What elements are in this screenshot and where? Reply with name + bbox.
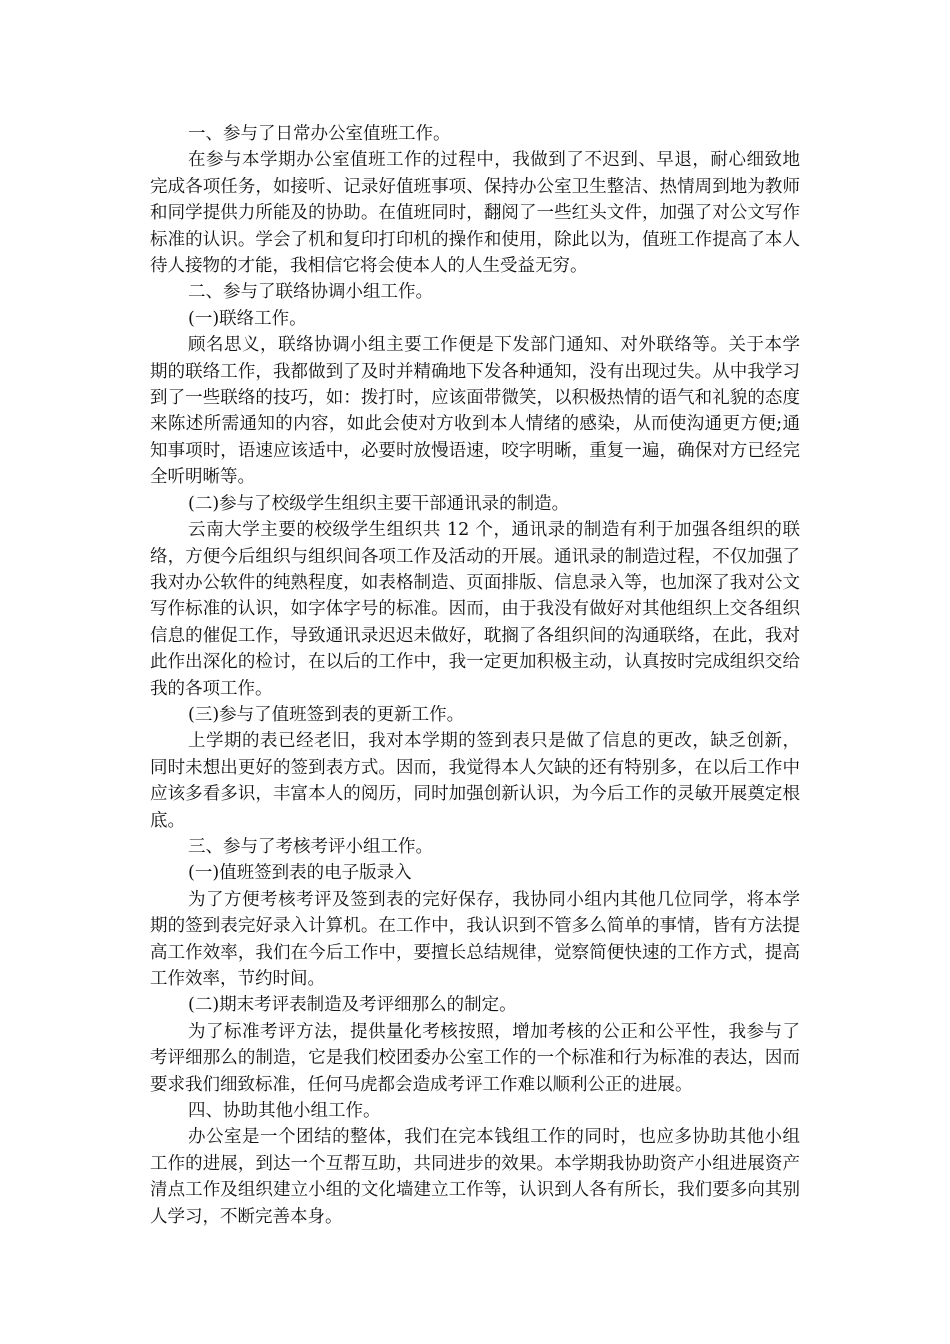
- paragraph-liaison-work: 顾名思义，联络协调小组主要工作便是下发部门通知、对外联络等。关于本学期的联络工作，我都做到了及时并精确地下发各种通知，没有出现过失。从中我学习到了一些联络的技巧，如：拨打时，应该面带微笑，以积极热情的语气和礼貌的态度来陈述所需通知的内容，如此会使对方收到本人情绪的感染，从而使沟通更方便;通知事项时，语速应该适中，必要时放慢语速，咬字明晰，重复一遍，确保对方已经完全听明晰等。: [150, 335, 800, 488]
- paragraph-assist-groups: 办公室是一个团结的整体，我们在完本钱组工作的同时，也应多协助其他小组工作的进展，到达一个互帮互助，共同进步的效果。本学期我协助资产小组进展资产清点工作及组织建立小组的文化墙建立工作等，认识到人各有所长，我们要多向其别人学习，不断完善本身。: [150, 1127, 800, 1227]
- paragraph-evaluation-rules: 为了标准考评方法，提供量化考核按照，增加考核的公正和公平性，我参与了考评细那么的制造，它是我们校团委办公室工作的一个标准和行为标准的表达，因而要求我们细致标准，任何马虎都会造成考评工作难以顺利公正的进展。: [150, 1021, 800, 1095]
- paragraph-signin-sheet: 上学期的表已经老旧，我对本学期的签到表只是做了信息的更改，缺乏创新，同时未想出更好的签到表方式。因而，我觉得本人欠缺的还有特别多，在以后工作中应该多看多识，丰富本人的阅历，同时加强创新认识，为今后工作的灵敏开展奠定根底。: [150, 731, 800, 831]
- paragraph-directory: 云南大学主要的校级学生组织共 12 个，通讯录的制造有利于加强各组织的联络，方便今后组织与组织间各项工作及活动的开展。通讯录的制造过程，不仅加强了我对办公软件的纯熟程度，如表格制造、页面排版、信息录入等，也加深了我对公文写作标准的认识，如字体字号的标准。因而，由于我没有做好对其他组织上交各组织信息的催促工作，导致通讯录迟迟未做好，耽搁了各组织间的沟通联络，在此，我对此作出深化的检讨，在以后的工作中，我一定更加积极主动，认真按时完成组织交给我的各项工作。: [150, 520, 800, 699]
- section-heading-3: 三、参与了考核考评小组工作。: [188, 836, 433, 857]
- subsection-heading-2-3: (三)参与了值班签到表的更新工作。: [188, 704, 465, 725]
- document-body: [150, 121, 800, 1230]
- section-heading-4: 四、协助其他小组工作。: [188, 1101, 381, 1122]
- subsection-heading-3-1: (一)值班签到表的电子版录入: [188, 863, 412, 884]
- subsection-heading-2-2: (二)参与了校级学生组织主要干部通讯录的制造。: [188, 493, 570, 514]
- paragraph-electronic-entry: 为了方便考核考评及签到表的完好保存，我协同小组内其他几位同学，将本学期的签到表完好录入计算机。在工作中，我认识到不管多么简单的事情，皆有方法提高工作效率，我们在今后工作中，要擅长总结规律，觉察简便快速的工作方式，提高工作效率，节约时间。: [150, 889, 800, 989]
- paragraph-duty-work: 在参与本学期办公室值班工作的过程中，我做到了不迟到、早退，耐心细致地完成各项任务，如接听、记录好值班事项、保持办公室卫生整洁、热情周到地为教师和同学提供力所能及的协助。在值班同时，翻阅了一些红头文件，加强了对公文写作标准的认识。学会了机和复印打印机的操作和使用，除此以为，值班工作提高了本人待人接物的才能，我相信它将会使本人的人生受益无穷。: [150, 150, 800, 277]
- subsection-heading-3-2: (二)期末考评表制造及考评细那么的制定。: [188, 995, 517, 1016]
- section-heading-1: 一、参与了日常办公室值班工作。: [188, 124, 451, 144]
- section-heading-2: 二、参与了联络协调小组工作。: [188, 282, 433, 303]
- subsection-heading-2-1: (一)联络工作。: [188, 308, 307, 329]
